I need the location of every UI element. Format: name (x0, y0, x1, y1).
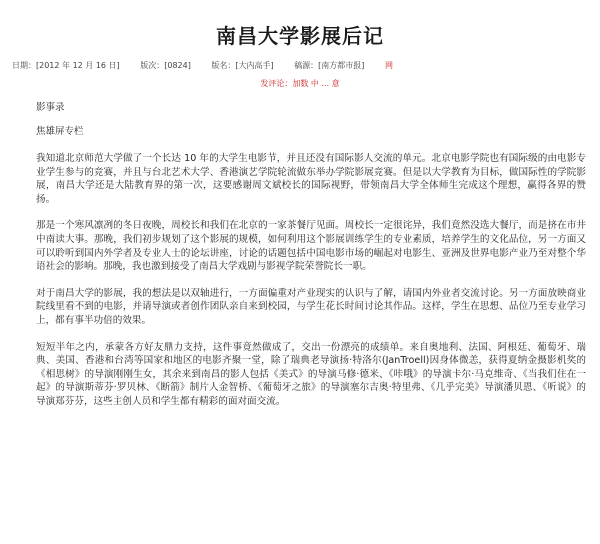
comment-share-link[interactable]: 发评论：加数 中 ... 意 (260, 79, 340, 88)
article-meta-bar (12, 60, 598, 71)
paragraph-4: 短短半年之内，承蒙各方好友鼎力支持，这件事竟然做成了，交出一份漂亮的成绩单。来自奥地利、法国、阿根廷、葡萄牙、瑞典、美国、香港和台湾等国家和地区的电影齐聚一堂，除了瑞典老导演扬·特洛尔(JanTroell)因身体微恙，获得夏纳金摄影机奖的《相思树》的导演刚刚生女，其余来到南昌的影人包括《美式》的导演马修·德米、《咔哦》的导演卡尔·马克维奇、《当我们住在一起》的导演斯蒂芬·罗贝林、《断箭》制片人金智桥、《葡萄牙之旅》的导演塞尔吉奥·特里弗、《几乎完美》导演潘贝恩、《听说》的导演郑芬芬，这些主创人员和学生都有精彩的面对面交流。 (36, 341, 586, 407)
column-name: 影事录 (36, 102, 65, 113)
article-body (36, 100, 586, 409)
meta-date: 日期：[2012 年 12 月 16 日] (12, 61, 120, 70)
article-title: 南昌大学影展后记 (216, 24, 384, 48)
print-link[interactable]: 网 (384, 61, 393, 70)
paragraph-1: 我知道北京师范大学做了一个长达 10 年的大学生电影节，并且还没有国际影人交流的单元。北京电影学院也有国际级的由电影专业学生参与的竞赛，并且与台北艺术大学、香港演艺学院轮流做东举办学院影展竞赛。但是以大学教育为目标，做国际性的学院影展，南昌大学还是大陆教育界的第一次，这要感谢周文斌校长的国际视野，带领南昌大学全体师生完成这个理想，赢得各界的赞扬。 (36, 153, 586, 205)
paragraph-2: 那是一个寒风凛冽的冬日夜晚，周校长和我们在北京的一家茶餐厅见面。周校长一定很诧异，我们竟然没选大餐厅，而是挤在市井中南读大事。那晚，我们初步规划了这个影展的规模，如何利用这个影展训练学生的专业素质，培养学生的文化品位，另一方面又可以聆听到国内外学者及专业人士的论坛讲座，讨论的话题包括中国电影市场的崛起对电影生、亚洲及世界电影产业乃至对整个华语社会的影响。那晚，我也激到接受了南昌大学戏剧与影视学院荣誉院长一职。 (36, 220, 586, 273)
meta-edition: 版次：[0824] (140, 61, 191, 70)
meta-source: 稿源：[南方都市报] (294, 61, 365, 70)
paragraph-3: 对于南昌大学的影展，我的想法是以双轴进行，一方面偏重对产业现实的认识与了解，请国内外业者交流讨论。另一方面放映商业院线里看不到的电影，并请导演或者创作团队亲自来到校园，与学生花长时间讨论其作品。这样，学生在思想、品位乃至专业学习上，都有事半功倍的效果。 (36, 287, 586, 326)
meta-section: 版名：[大内高手] (211, 61, 274, 70)
author-column: 焦雄屏专栏 (36, 126, 84, 137)
